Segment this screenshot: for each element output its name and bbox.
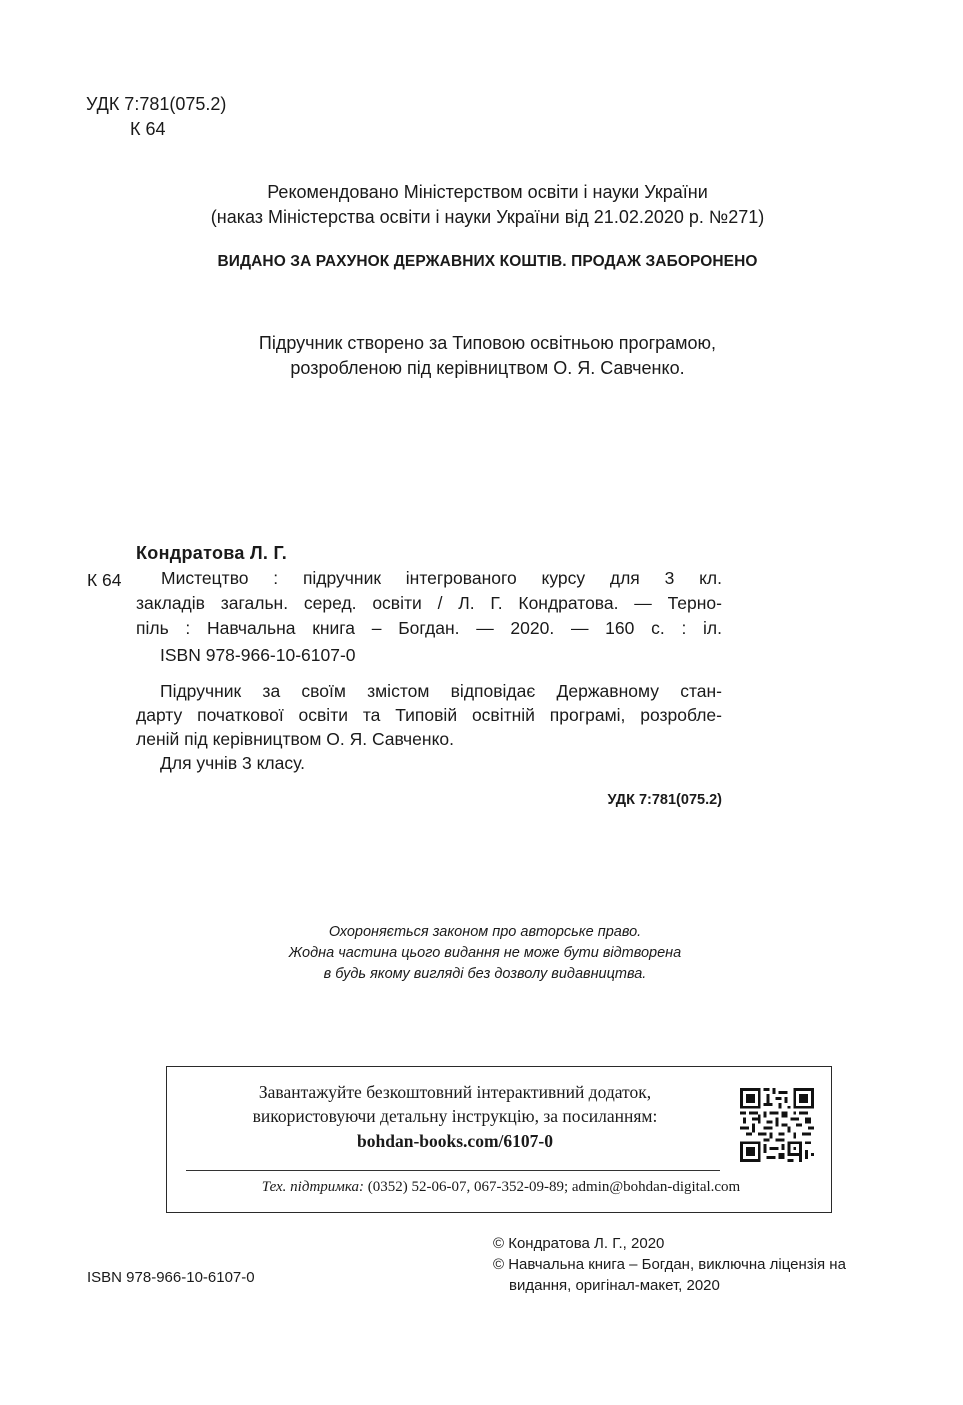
copyright-author: © Кондратова Л. Г., 2020 bbox=[493, 1235, 665, 1252]
recommendation bbox=[0, 180, 963, 230]
copyright-law-notice bbox=[240, 922, 730, 985]
download-line-1: Завантажуйте безкоштовний інтерактивний додаток, bbox=[258, 1082, 652, 1102]
tech-support bbox=[190, 1179, 812, 1196]
program-line-1: Підручник створено за Типовою освітньою програмою, bbox=[258, 333, 717, 353]
tech-support-label: Тех. підтримка: bbox=[261, 1179, 364, 1195]
udk-code: УДК 7:781(075.2) bbox=[86, 94, 227, 114]
annotation bbox=[136, 679, 722, 775]
udk-right: УДК 7:781(075.2) bbox=[607, 792, 722, 808]
download-link[interactable]: bohdan-books.com/6107-0 bbox=[357, 1131, 553, 1151]
copyright-publisher: © Навчальна книга – Богдан, виключна ліцензія на bbox=[493, 1256, 846, 1273]
copyright-law-line-3: в будь якому вигляді без дозволу видавництва. bbox=[323, 966, 647, 982]
qr-code-icon[interactable] bbox=[740, 1088, 814, 1162]
download-instructions bbox=[190, 1080, 720, 1128]
tech-support-contacts: (0352) 52-06-07, 067-352-09-89; admin@bohdan-digital.com bbox=[367, 1179, 741, 1195]
divider bbox=[186, 1170, 720, 1171]
program-line-2: розробленою під керівництвом О. Я. Савченко. bbox=[290, 358, 685, 378]
bib-line: закладів загальн. серед. освіти / Л. Г. Кондратова. — Терно- bbox=[136, 593, 722, 613]
sale-ban-notice: ВИДАНО ЗА РАХУНОК ДЕРЖАВНИХ КОШТІВ. ПРОДАЖ ЗАБОРОНЕНО bbox=[217, 253, 758, 270]
copyright-block bbox=[493, 1233, 846, 1296]
annotation-line: леній під керівництвом О. Я. Савченко. bbox=[136, 729, 455, 749]
footer-isbn: ISBN 978-966-10-6107-0 bbox=[87, 1269, 255, 1286]
bib-line: піль : Навчальна книга – Богдан. — 2020. — 160 с. : іл. bbox=[136, 618, 722, 638]
udk-header bbox=[86, 92, 226, 142]
program-notice bbox=[0, 331, 963, 381]
bib-code: К 64 bbox=[87, 570, 122, 590]
copyright-law-line-2: Жодна частина цього видання не може бути відтворена bbox=[288, 945, 682, 961]
annotation-line: дарту початкової освіти та Типовій освітній програмі, розробле- bbox=[136, 705, 722, 725]
recommendation-line-2: (наказ Міністерства освіти і науки України від 21.02.2020 р. №271) bbox=[210, 207, 765, 227]
copyright-publisher-cont: видання, оригінал-макет, 2020 bbox=[509, 1277, 720, 1294]
download-line-2: використовуючи детальну інструкцію, за посиланням: bbox=[252, 1106, 658, 1126]
annotation-line: Підручник за своїм змістом відповідає Державному стан- bbox=[160, 681, 722, 701]
bib-author: Кондратова Л. Г. bbox=[136, 543, 288, 563]
recommendation-line-1: Рекомендовано Міністерством освіти і науки України bbox=[267, 182, 708, 202]
copyright-law-line-1: Охороняється законом про авторське право. bbox=[328, 924, 642, 940]
annotation-audience: Для учнів 3 класу. bbox=[160, 753, 305, 773]
bib-isbn: ISBN 978-966-10-6107-0 bbox=[160, 645, 356, 665]
bib-line: Мистецтво : підручник інтегрованого курсу для 3 кл. bbox=[161, 568, 722, 588]
bib-description bbox=[136, 566, 722, 641]
author-mark-code: К 64 bbox=[130, 119, 166, 139]
